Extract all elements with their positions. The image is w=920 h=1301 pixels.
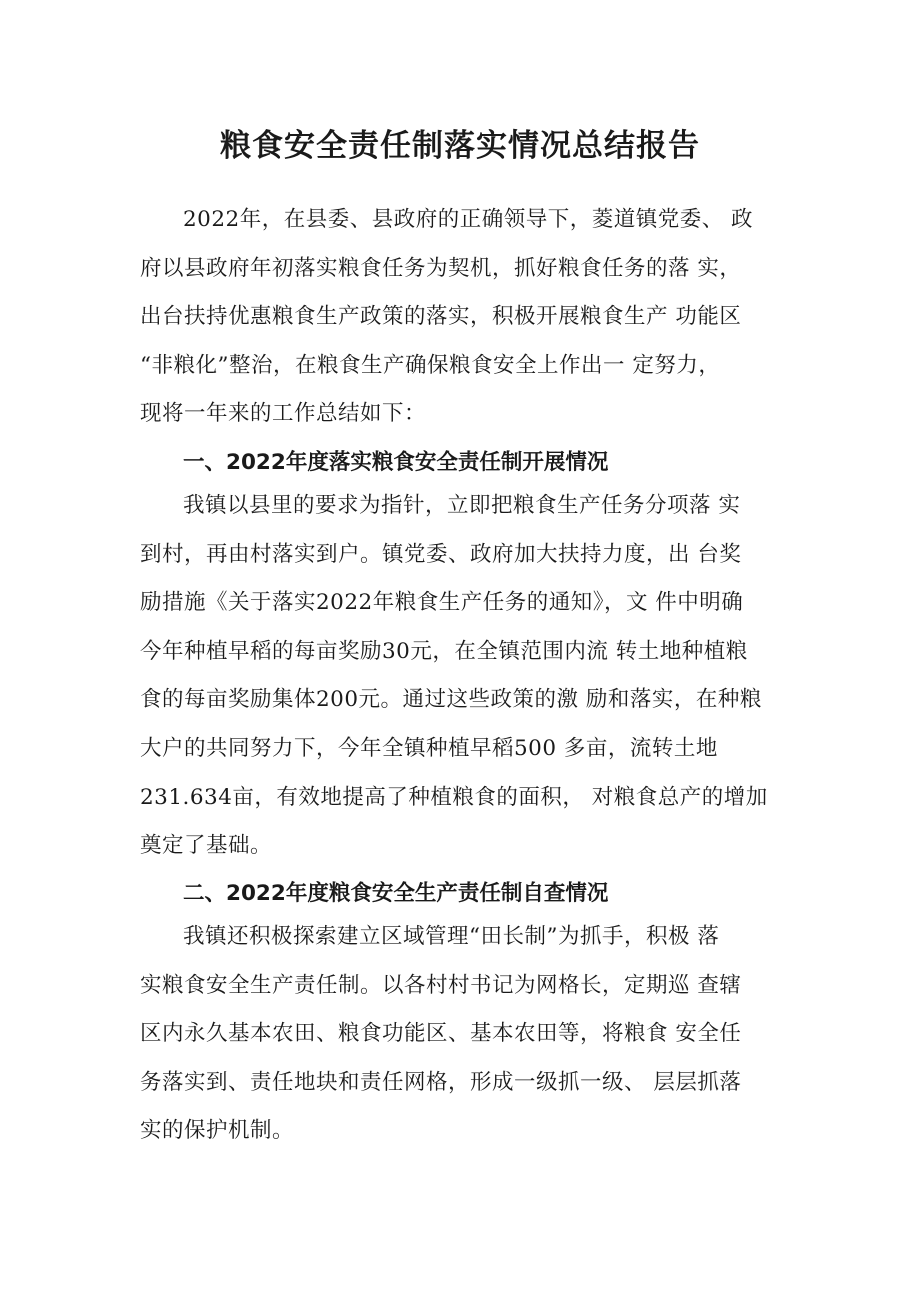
intro-line: 2022年，在县委、县政府的正确领导下，菱道镇党委、 政 [183,207,754,232]
section-2-paragraph [140,913,785,1156]
intro-line: 现将一年来的工作总结如下： [140,401,427,427]
section-1-line: 我镇以县里的要求为指针，立即把粮食生产任务分项落 实 [183,493,741,518]
section-1-paragraph [140,482,785,871]
section-2-line: 区内永久基本农田、粮食功能区、基本农田等，将粮食 安全任 [140,1021,742,1047]
section-1-line: 食的每亩奖励集体200元。通过这些政策的激 励和落实，在种粮 [140,687,762,713]
intro-line: 出台扶持优惠粮食生产政策的落实，积极开展粮食生产 功能区 [140,304,742,330]
intro-line: “非粮化”整治，在粮食生产确保粮食安全上作出一 定努力， [140,352,721,378]
section-2-line: 实粮食安全生产责任制。以各村村书记为网格长，定期巡 查辖 [140,972,742,998]
section-2-line: 实的保护机制。 [140,1118,295,1144]
section-1-heading: 一、2022年度落实粮食安全责任制开展情况 [183,450,609,475]
section-2-heading: 二、2022年度粮食安全生产责任制自查情况 [183,881,609,906]
section-1-line: 今年种植早稻的每亩奖励30元，在全镇范围内流 转土地种植粮 [140,638,748,664]
section-2-line: 我镇还积极探索建立区域管理“田长制”为抓手，积极 落 [183,924,720,949]
section-1-line: 大户的共同努力下，今年全镇种植早稻500 多亩，流转土地 [140,735,718,761]
document-title: 粮食安全责任制落实情况总结报告 [220,128,700,164]
section-1-line: 励措施《关于落实2022年粮食生产任务的通知》，文 件中明确 [140,590,744,616]
intro-paragraph [140,196,785,439]
section-1-line: 奠定了基础。 [140,833,273,859]
section-1-line: 231.634亩，有效地提高了种植粮食的面积， 对粮食总产的增加 [140,784,768,810]
section-1-line: 到村，再由村落实到户。镇党委、政府加大扶持力度，出 台奖 [140,541,742,567]
intro-line: 府以县政府年初落实粮食任务为契机，抓好粮食任务的落 实， [140,255,742,281]
section-2-line: 务落实到、责任地块和责任网格，形成一级抓一级、 层层抓落 [140,1069,742,1095]
